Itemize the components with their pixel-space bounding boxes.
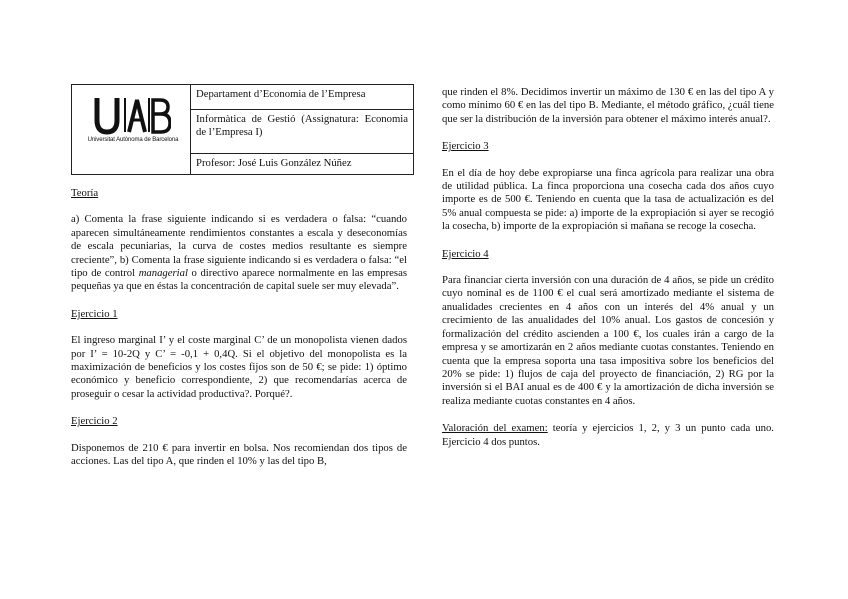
teoria-text: [71, 213, 407, 293]
valoracion-label: Valoración del examen:: [442, 422, 548, 435]
course-cell: Informàtica de Gestió (Assignatura: Economia de l’Empresa I): [191, 110, 414, 154]
ejercicio1-heading: Ejercicio 1: [71, 307, 118, 320]
valoracion-paragraph: [442, 422, 774, 449]
uab-logo-mark: [91, 96, 171, 136]
teoria-text-part1: a) Comenta la frase siguiente indicando si es verdadera o falsa: “cuando aparecen simultáneamente rendimientos constantes a escala y deseconomías de escala pecuniarias, la curva de costes medios resultante es siempre creciente”, b) Comenta la frase siguiente indicando si es verdadera o falsa: “el tipo de control: [71, 213, 407, 280]
logo-cell: [72, 85, 191, 175]
teoria-text-part2: o directivo aparece normalmente en las empresas pequeñas ya que en éstas la concentración de capital suele ser muy elevada”.: [71, 267, 407, 293]
professor-cell: Profesor: José Luis González Núñez: [191, 154, 414, 175]
department-cell: Departament d’Economia de l’Empresa: [191, 85, 414, 110]
teoria-heading: Teoría: [71, 187, 99, 199]
teoria-text-emphasis: managerial: [138, 267, 188, 280]
ejercicio2-text-left: Disponemos de 210 € para invertir en bolsa. Nos recomiendan dos tipos de acciones. Las del tipo A, que rinden el 10% y las del tipo B,: [71, 441, 407, 468]
valoracion-text: teoría y ejercicios 1, 2, y 3 un punto cada uno. Ejercicio 4 dos puntos.: [442, 422, 774, 448]
ejercicio2-heading: Ejercicio 2: [71, 415, 118, 428]
ejercicio4-text: Para financiar cierta inversión con una duración de 4 años, se pide un crédito cuyo nominal es de 1100 € el cual será amortizado mediante el sistema de anualidades crecientes en 4 años con un interés del 4% anual y un crecimiento de las anualidades del 10% anual. Los gastos de concesión y formalización del crédito ascienden a 100 €, los cuales irán a cargo de la empresa y se amortizarán en 2 años mediante cuotas constantes. Teniendo en cuenta que la empresa soporta una tasa impositiva sobre los beneficios del 20% se pide: 1) flujos de caja del proyecto de financiación, 2) RG por la inversión si el BAI anual es de 400 € y la amortización de dicha inversión se realiza mediante cuotas constantes en 4 años.: [442, 274, 774, 407]
left-column: [71, 84, 407, 469]
ejercicio4-heading: Ejercicio 4: [442, 247, 489, 260]
uab-logo-icon: [77, 88, 185, 170]
right-column: [442, 86, 774, 449]
ejercicio2-text-right: que rinden el 8%. Decidimos invertir un máximo de 130 € en las del tipo A y como mínimo 60 € en las del tipo B. Mediante, el método gráfico, ¿cuál tiene que ser la distribución de la inversión para obtener el máximo interés anual?.: [442, 86, 774, 125]
logo-caption: Universitat Autònoma de Barcelona: [87, 137, 179, 143]
ejercicio1-text: El ingreso marginal I’ y el coste marginal C’ de un monopolista vienen dados por I’ = 10-2Q y C’ = -0,1 + 0,4Q. Si el objetivo del monopolista es la maximización de beneficios y los costes fijos son de 50 €; se pide: 1) óptimo económico y beneficio correspondiente, 2) que recomendarías acerca de proseguir o cesar la actividad productiva?. Porqué?.: [71, 334, 407, 400]
ejercicio3-text: En el día de hoy debe expropiarse una finca agrícola para realizar una obra de utilidad pública. La finca proporciona una cosecha cada dos años cuyo importe es de 500 €. Teniendo en cuenta que la tasa de actualización es del 5% anual compuesta se pide: a) importe de la expropiación si ayer se recogió la cosecha, b) importe de la expropiación si mañana se recoge la cosecha.: [442, 166, 774, 233]
header-table: [71, 84, 414, 175]
ejercicio3-heading: Ejercicio 3: [442, 140, 489, 153]
